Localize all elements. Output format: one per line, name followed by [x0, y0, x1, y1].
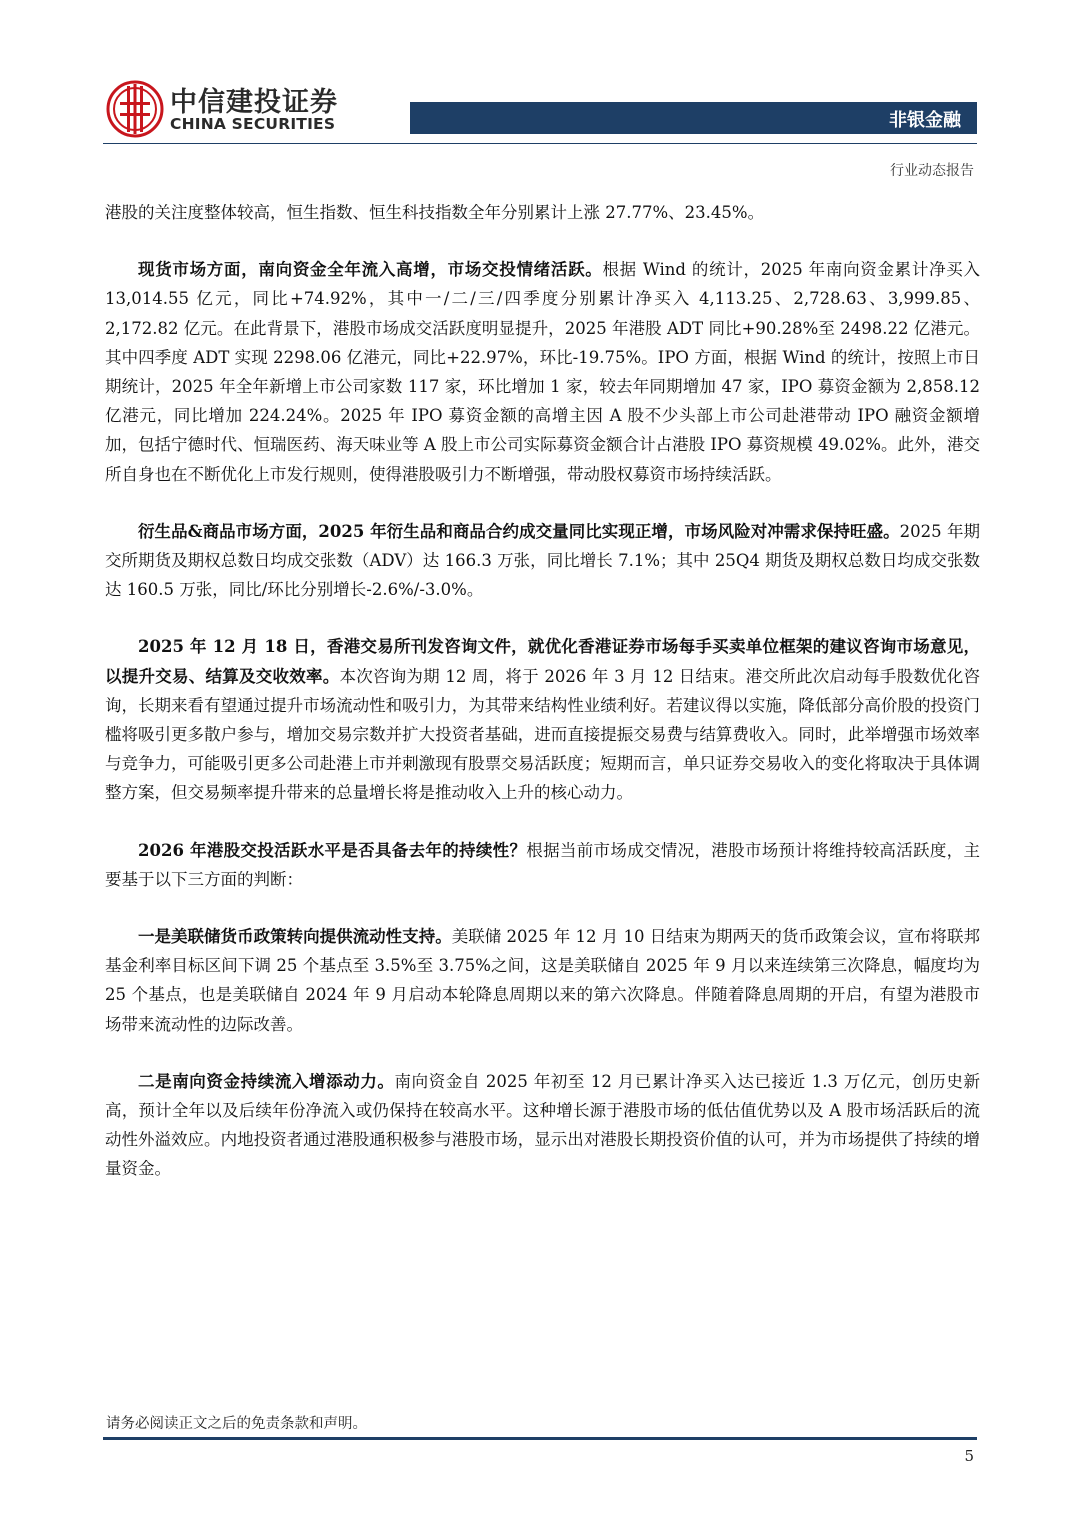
paragraph-board-lot-consultation: 2025 年 12 月 18 日，香港交易所刊发咨询文件，就优化香港证券市场每手买卖单位框架的建议咨询市场意见，以提升交易、结算及交收效率。本次咨询为期 12 周，将于 2026 年 3 月 12 日结束。港交所此次启动每手股数优化咨询，长期来看有望通过提升市场流动性和吸引力，为其带来结构性业绩利好。若建议得以实施，降低部分高价股的投资门槛将吸引更多散户参与，增加交易宗数并扩大投资者基础，进而直接提振交易费与结算费收入。同时，此举增强市场效率与竞争力，可能吸引更多公司赴港上市并刺激现有股票交易活跃度；短期而言，单只证券交易收入的变化将取决于具体调整方案，但交易频率提升带来的总量增长将是推动收入上升的核心动力。	[105, 637, 980, 803]
sector-label: 非银金融	[889, 110, 961, 131]
paragraph-spot-market: 现货市场方面，南向资金全年流入高增，市场交投情绪活跃。根据 Wind 的统计，2025 年南向资金累计净买入 13,014.55 亿元，同比+74.92%，其中一/二/三/四季度分别累计净买入 4,113.25、2,728.63、3,999.85、2,172.82 亿元。在此背景下，港股市场成交活跃度明显提升，2025 年港股 ADT 同比+90.28%至 2498.22 亿港元。其中四季度 ADT 实现 2298.06 亿港元，同比+22.97%，环比-19.75%。IPO 方面，根据 Wind 的统计，按照上市日期统计，2025 年全年新增上市公司家数 117 家，环比增加 1 家，较去年同期增加 47 家，IPO 募资金额为 2,858.12 亿港元，同比增加 224.24%。2025 年 IPO 募资金额的高增主因 A 股不少头部上市公司赴港带动 IPO 融资金额增加，包括宁德时代、恒瑞医药、海天味业等 A 股上市公司实际募资金额合计占港股 IPO 募资规模 49.02%。此外，港交所自身也在不断优化上市发行规则，使得港股吸引力不断增强，带动股权募资市场持续活跃。	[105, 260, 980, 484]
china-securities-logo-icon	[106, 80, 164, 138]
paragraph-derivatives-market: 衍生品&商品市场方面，2025 年衍生品和商品合约成交量同比实现正增，市场风险对冲需求保持旺盛。2025 年期交所期货及期权总数日均成交张数（ADV）达 166.3 万张，同比增长 7.1%；其中 25Q4 期货及期权总数日均成交张数达 160.5 万张，同比/环比分别增长-2.6%/-3.0%。	[105, 521, 980, 600]
paragraph-2026-outlook: 2026 年港股交投活跃水平是否具备去年的持续性？根据当前市场成交情况，港股市场预计将维持较高活跃度，主要基于以下三方面的判断：	[105, 840, 980, 889]
footer-divider	[103, 1437, 977, 1440]
paragraph-southbound-flows: 二是南向资金持续流入增添动力。南向资金自 2025 年初至 12 月已累计净买入达已接近 1.3 万亿元，创历史新高，预计全年以及后续年份净流入或仍保持在较高水平。这种增长源于港股市场的低估值优势以及 A 股市场活跃后的流动性外溢效应。内地投资者通过港股通积极参与港股市场，显示出对港股长期投资价值的认可，并为市场提供了持续的增量资金。	[105, 1071, 980, 1179]
page-header	[0, 0, 1080, 190]
report-type: 行业动态报告	[890, 163, 974, 179]
header-divider	[103, 143, 977, 144]
brand-name-english: CHINA SECURITIES	[170, 115, 336, 133]
report-body	[105, 198, 980, 1212]
paragraph-fed-policy: 一是美联储货币政策转向提供流动性支持。美联储 2025 年 12 月 10 日结束为期两天的货币政策会议，宣布将联邦基金利率目标区间下调 25 个基点至 3.5%至 3.75%之间，这是美联储自 2025 年 9 月以来连续第三次降息，幅度均为 25 个基点，也是美联储自 2024 年 9 月启动本轮降息周期以来的第六次降息。伴随着降息周期的开启，有望为港股市场带来流动性的边际改善。	[105, 927, 981, 1034]
brand-name-chinese: 中信建投证券	[170, 87, 338, 118]
sector-banner	[410, 102, 977, 134]
page-number: 5	[964, 1447, 974, 1465]
footer-disclaimer: 请务必阅读正文之后的免责条款和声明。	[106, 1416, 367, 1432]
paragraph-hk-index-performance: 港股的关注度整体较高，恒生指数、恒生科技指数全年分别累计上涨 27.77%、23.45%。	[105, 203, 765, 222]
